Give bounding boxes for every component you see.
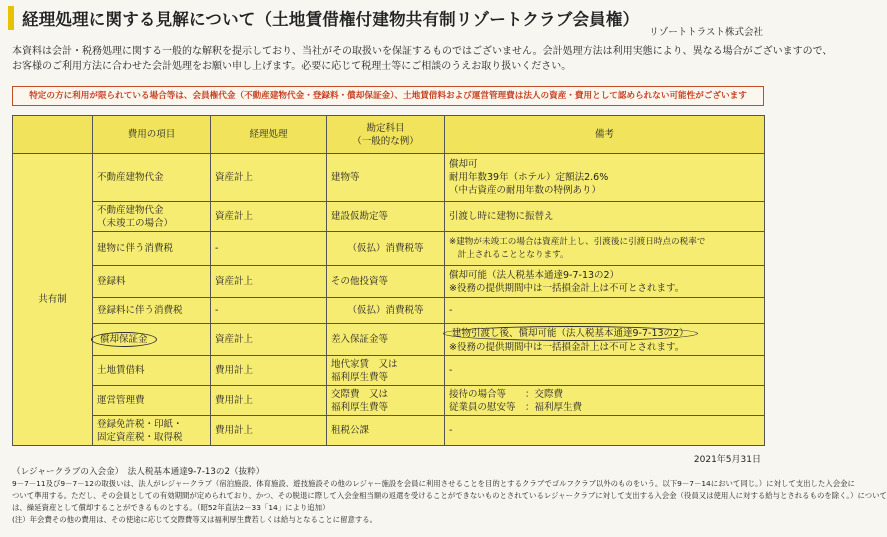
account-cell: その他投資等 — [327, 266, 445, 298]
remarks-line: 接待の場合等 ：交際費 — [449, 388, 564, 400]
company-name: リゾートトラスト株式会社 — [649, 27, 763, 38]
header-account — [327, 116, 445, 154]
remarks-line: 償却可能（法人税基本通達9-7-13の2） — [449, 269, 620, 281]
header-account-line: 勘定科目 — [366, 122, 405, 134]
treatment-cell: - — [211, 298, 327, 324]
notes-line: (注）年会費その他の費用は、その使途に応じて交際費等又は福利厚生費若しくは給与となることに留意する。 — [12, 515, 378, 524]
intro-line: 本資料は会計・税務処理に関する一般的な解釈を提示しており、当社がその取扱いを保証するものではございません。会計処理方法は利用実態により、異なる場合がございますので、 — [12, 46, 833, 57]
item-cell: 登録料に伴う消費税 — [93, 298, 211, 324]
account-cell: 建設仮勘定等 — [327, 202, 445, 232]
header-treatment: 経理処理 — [211, 116, 327, 154]
notes-line: ついて準用する。ただし、その会員としての有効期間が定められており、かつ、その脱退に際して入会金相当額の返還を受けることができないものとされているレジャークラブに対して支出する入会金（役員又は使用人に対する給与とされるものを除く。）について — [12, 491, 887, 500]
warning-box: 特定の方に利用が限られている場合等は、会員権代金（不動産建物代金・登録料・償却保証金）、土地賃借料および運営管理費は法人の資産・費用として認められない可能性がございます — [12, 86, 764, 106]
notes-heading: （レジャークラブの入会金） 法人税基本通達9-7-13の2（抜粋） — [12, 467, 265, 477]
remarks-line: 耐用年数39年（ホテル）定額法2.6% — [449, 172, 609, 183]
remarks-cell — [445, 266, 765, 298]
notes-line: は、繰延資産として償却することができるものとする。（昭52年直法2－33「14」により追加） — [12, 503, 330, 512]
notes-line: 9－7－11及び9－7－12の取扱いは、法人がレジャークラブ（宿泊施設、体育施設、遊技施設その他のレジャー施設を会員に利用させることを目的とするクラブでゴルフクラブ以外のものをいう。以下9－7－14において同じ。）に対して支出した入会金に — [12, 479, 855, 488]
item-cell: 不動産建物代金 — [93, 154, 211, 202]
remarks-cell: - — [445, 356, 765, 386]
account-line: 福利厚生費等 — [331, 371, 389, 383]
table-header-row — [13, 116, 765, 154]
remarks-cell: - — [445, 298, 765, 324]
item-line: 登録免許税・印紙・ — [97, 418, 183, 430]
account-cell: （仮払）消費税等 — [327, 298, 445, 324]
item-line: 固定資産税・取得税 — [97, 431, 183, 443]
table-row — [13, 356, 765, 386]
page-title: 経理処理に関する見解について（土地賃借権付建物共有制リゾートクラブ会員権） — [22, 10, 640, 29]
remarks-line: 従業員の慰安等 ：福利厚生費 — [449, 401, 583, 413]
category-cell: 共有制 — [13, 154, 93, 446]
remarks-line — [449, 326, 760, 341]
account-cell: 建物等 — [327, 154, 445, 202]
table-row — [13, 416, 765, 446]
treatment-cell: 資産計上 — [211, 324, 327, 356]
remarks-line: ※建物が未竣工の場合は資産計上し、引渡後に引渡日時点の税率で — [449, 236, 706, 247]
table-row — [13, 202, 765, 232]
account-cell: 租税公課 — [327, 416, 445, 446]
title-accent-bar — [8, 6, 14, 30]
remarks-circled-text: 建物引渡し後、償却可能（法人税基本通達9-7-13の2） — [443, 326, 698, 341]
table-row — [13, 266, 765, 298]
accounting-table — [12, 115, 765, 446]
item-line: （未竣工の場合） — [97, 217, 174, 229]
treatment-cell: 費用計上 — [211, 386, 327, 416]
account-cell: 差入保証金等 — [327, 324, 445, 356]
treatment-cell: 資産計上 — [211, 202, 327, 232]
item-cell — [93, 416, 211, 446]
remarks-cell: - — [445, 416, 765, 446]
remarks-line: ※役務の提供期間中は一括損金計上は不可とされます。 — [449, 282, 685, 294]
item-cell — [93, 202, 211, 232]
header-account-line: （一般的な例） — [352, 135, 419, 147]
item-line: 不動産建物代金 — [97, 204, 164, 216]
remarks-line: 計上されることとなります。 — [449, 249, 569, 260]
remarks-cell — [445, 324, 765, 356]
treatment-cell: 資産計上 — [211, 266, 327, 298]
item-cell: 登録料 — [93, 266, 211, 298]
item-cell: 土地賃借料 — [93, 356, 211, 386]
account-line: 交際費 又は — [331, 388, 389, 400]
account-cell — [327, 386, 445, 416]
remarks-cell: 引渡し時に建物に振替え — [445, 202, 765, 232]
table-row — [13, 298, 765, 324]
remarks-line: （中古資産の耐用年数の特例あり） — [449, 185, 602, 196]
table-row — [13, 324, 765, 356]
intro-line: お客様のご利用方法に合わせた会計処理をお願い申し上げます。必要に応じて税理士等にご相談のうえお取り扱いください。 — [12, 61, 572, 72]
account-cell: （仮払）消費税等 — [327, 232, 445, 266]
treatment-cell: 費用計上 — [211, 416, 327, 446]
intro-paragraph — [12, 44, 833, 74]
remarks-cell — [445, 232, 765, 266]
account-line: 福利厚生費等 — [331, 401, 389, 413]
treatment-cell: 資産計上 — [211, 154, 327, 202]
document-date: 2021年5月31日 — [693, 455, 761, 465]
header-item: 費用の項目 — [93, 116, 211, 154]
treatment-cell: 費用計上 — [211, 356, 327, 386]
remarks-line: ※役務の提供期間中は一括損金計上は不可とされます。 — [449, 341, 685, 353]
table-row — [13, 232, 765, 266]
item-cell: 建物に伴う消費税 — [93, 232, 211, 266]
item-cell: 運営管理費 — [93, 386, 211, 416]
account-cell — [327, 356, 445, 386]
table-row — [13, 386, 765, 416]
item-cell — [93, 324, 211, 356]
notes-section — [12, 466, 887, 526]
treatment-cell: - — [211, 232, 327, 266]
item-circled-text: 償却保証金 — [91, 332, 157, 347]
account-line: 地代家賃 又は — [331, 358, 398, 370]
table-row — [13, 154, 765, 202]
header-remarks: 備考 — [445, 116, 765, 154]
remarks-cell — [445, 154, 765, 202]
remarks-line: 償却可 — [449, 159, 478, 170]
header-blank — [13, 116, 93, 154]
remarks-cell — [445, 386, 765, 416]
